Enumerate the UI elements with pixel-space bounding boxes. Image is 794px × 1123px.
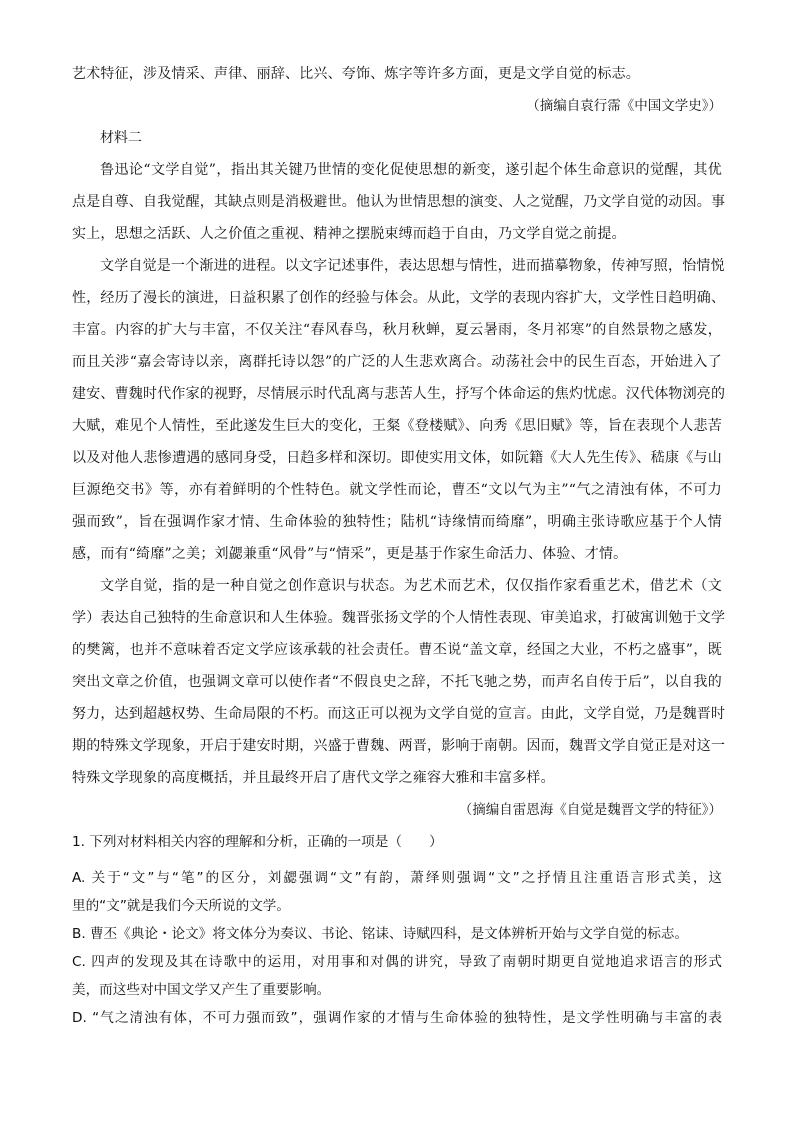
paragraph-line: 文学自觉是一个渐进的进程。以文字记述事件，表达思想与情性，进而描摹物象，传神写照，怡情悦 — [100, 258, 725, 274]
option-b: B. 曹丕《典论・论文》将文体分为奏议、书论、铭诔、诗赋四科，是文体辨析开始与文学自觉的标志。 — [72, 926, 689, 942]
paragraph-line: 点是自尊、自我觉醒，其缺点则是消极避世。他认为世情思想的演变、人之觉醒，乃文学自觉的动因。事 — [72, 194, 726, 210]
option-c-line: C. 四声的发现及其在诗歌中的运用，对用事和对偶的讲究，导致了南朝时期更自觉地追求语言的形式 — [72, 954, 722, 970]
material1-tail-line: 艺术特征，涉及情采、声律、丽辞、比兴、夸饰、炼字等许多方面，更是文学自觉的标志。 — [72, 66, 640, 82]
paragraph-line: 丰富。内容的扩大与丰富，不仅关注“春风春鸟，秋月秋蝉，夏云暑雨，冬月祁寒”的自然景物之感发， — [72, 322, 722, 338]
paragraph-line: 实上，思想之活跃、人之价值之重视、精神之摆脱束缚而趋于自由，乃文学自觉之前提。 — [72, 226, 626, 242]
paragraph-line: 的樊篱，也并不意味着否定文学应该承载的社会责任。曹丕说“盖文章，经国之大业，不朽之盛事”，既 — [72, 642, 722, 658]
paragraph-line: 以及对他人悲惨遭遇的感同身受，日趋多样和深切。即使实用文体，如阮籍《大人先生传》、嵇康《与山 — [72, 450, 722, 466]
paragraph-line: 学）表达自己独特的生命意识和人生体验。魏晋张扬文学的个人情性表现、审美追求，打破寓训勉于文学 — [72, 610, 726, 626]
paragraph-line: 性，经历了漫长的演进，日益积累了创作的经验与体会。从此，文学的表现内容扩大，文学性日趋明确、 — [72, 290, 726, 306]
paragraph-line: 大赋，难见个人情性，至此遂发生巨大的变化，王粲《登楼赋》、向秀《思旧赋》等，旨在表现个人悲苦 — [72, 418, 722, 434]
paragraph-line: 努力，达到超越权势、生命局限的不朽。而这正可以视为文学自觉的宣言。由此，文学自觉，乃是魏晋时 — [72, 706, 726, 722]
paragraph-line: 建安、曹魏时代作家的视野，尽情展示时代乱离与悲苦人生，抒写个体命运的焦灼忧虑。汉代体物浏亮的 — [72, 386, 726, 402]
option-c-line: 美，而这些对中国文学又产生了重要影响。 — [72, 982, 331, 998]
paragraph-line: 特殊文学现象的高度概括，并且最终开启了唐代文学之雍容大雅和丰富多样。 — [72, 770, 555, 786]
paragraph-line: 强而致”，旨在强调作家才情、生命体验的独特性；陆机“诗缘情而绮靡”，明确主张诗歌应基于个人情 — [72, 514, 722, 530]
option-a-line: A. 关于“文”与“笔”的区分，刘勰强调“文”有韵，萧绎则强调“文”之抒情且注重语言形式美，这 — [72, 870, 722, 886]
paragraph-line: 鲁迅论“文学自觉”，指出其关键乃世情的变化促使思想的新变，遂引起个体生命意识的觉醒，其优 — [100, 162, 722, 178]
material2-heading: 材料二 — [100, 130, 142, 146]
material2-source: （摘编自雷恩海《自觉是魏晋文学的特征》） — [458, 802, 722, 818]
paragraph-line: 文学自觉，指的是一种自觉之创作意识与状态。为艺术而艺术，仅仅指作家看重艺术，借艺术（文 — [100, 578, 722, 594]
paragraph-line: 巨源绝交书》等，亦有着鲜明的个性特色。就文学性而论，曹丕“文以气为主”“气之清浊有体，不可力 — [72, 482, 722, 498]
material1-source: （摘编自袁行霈《中国文学史》） — [526, 98, 722, 114]
option-a-line: 里的“文”就是我们今天所说的文学。 — [72, 898, 290, 914]
paragraph-line: 而且关涉“嘉会寄诗以亲，离群托诗以怨”的广泛的人生悲欢离合。动荡社会中的民生百态，开始进入了 — [72, 354, 722, 370]
paragraph-line: 感，而有“绮靡”之美；刘勰兼重“风骨”与“情采”，更是基于作家生命活力、体验、才情。 — [72, 546, 628, 562]
paragraph-line: 期的特殊文学现象，开启于建安时期，兴盛于曹魏、两晋，影响于南朝。因而，魏晋文学自觉正是对这一 — [72, 738, 726, 754]
question-stem: 1. 下列对材料相关内容的理解和分析，正确的一项是（ ） — [72, 834, 443, 850]
option-d-line: D. “气之清浊有体，不可力强而致”，强调作家的才情与生命体验的独特性，是文学性明确与丰富的表 — [72, 1010, 722, 1026]
paragraph-line: 突出文章之价值，也强调文章可以使作者“不假良史之辞，不托飞驰之势，而声名自传于后”，以自我的 — [72, 674, 722, 690]
